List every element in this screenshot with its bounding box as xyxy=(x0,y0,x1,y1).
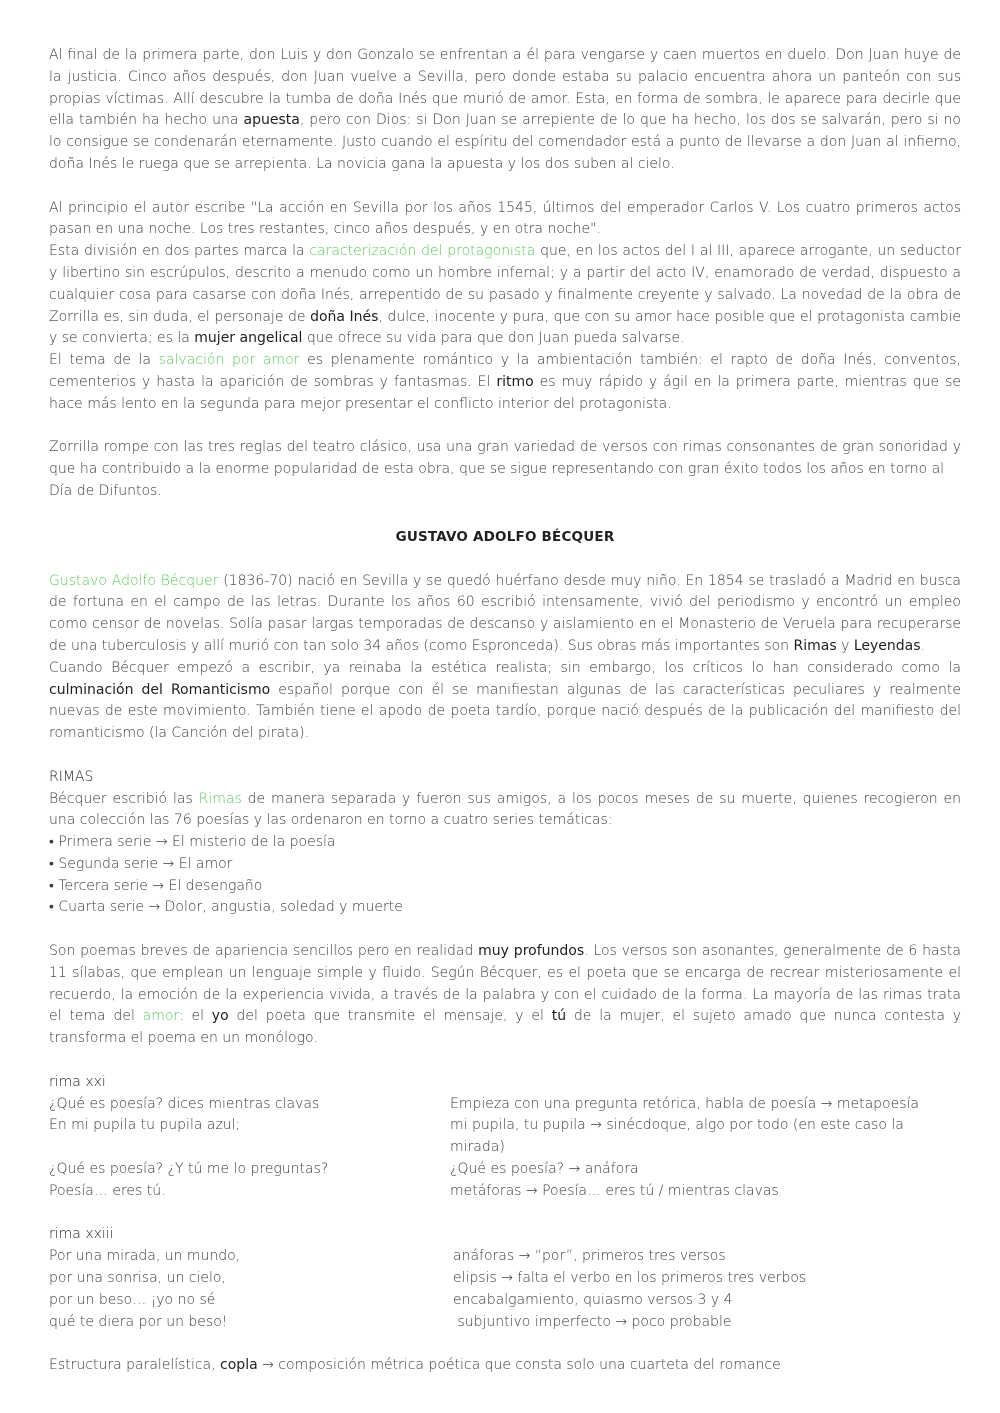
section-title: GUSTAVO ADOLFO BÉCQUER xyxy=(395,528,615,545)
rima-xxi-line xyxy=(49,1094,961,1116)
verse: Poesía… eres tú. xyxy=(49,1182,166,1199)
rima-xxiii-title: rima xxiii xyxy=(49,1226,114,1243)
verse: qué te diera por un beso! xyxy=(49,1313,228,1330)
rima-xxi-line xyxy=(49,1159,961,1181)
paragraph-rimas-analysis: Son poemas breves de apariencia sencillos pero en realidad muy profundos. Los versos son asonantes, generalmente de 6 hasta 11 sílabas, que emplean un lenguaje simple y fluido. Según Bécquer, es el poeta que se encarga de recrear misteriosamente el recuerdo, la emoción de la experiencia vivida, a través de la palabra y con el cuidado de la forma. La mayoría de las rimas trata el tema del amor: el yo del poeta que transmite el mensaje, y el tú de la mujer, el sujeto amado que nunca contesta y transforma el poema en un monólogo. xyxy=(49,943,962,1047)
verse-note: ¿Qué es poesía? → anáfora xyxy=(450,1161,639,1178)
list-item: • Tercera serie → El desengaño xyxy=(49,877,263,894)
highlight-salvacion-por-amor: salvación por amor xyxy=(158,352,300,369)
paragraph-author-note: Al principio el autor escribe "La acción en Sevilla por los años 1545, últimos del emperador Carlos V. Los cuatro primeros actos pasan en una noche. Los tres restantes, cinco años después, y en otra noche". xyxy=(49,199,961,238)
keyword-yo: yo xyxy=(211,1008,229,1025)
keyword-ritmo: ritmo xyxy=(496,373,534,390)
keyword-copla: copla xyxy=(220,1357,258,1374)
keyword-dona-ines: doña Inés xyxy=(310,308,379,325)
paragraph-becquer-romanticism: Cuando Bécquer empezó a escribir, ya reinaba la estética realista; sin embargo, los críticos lo han considerado como la culminación del Romanticismo español porque con él se manifiestan algunas de las características peculiares y realmente nuevas de este movimiento. También tiene el apodo de poeta tardío, porque nació después de la publicación del manifiesto del romanticismo (la Canción del pirata). xyxy=(49,659,961,742)
highlight-amor: amor xyxy=(142,1008,179,1025)
keyword-leyendas: Leyendas xyxy=(853,637,921,654)
verse: ¿Qué es poesía? ¿Y tú me lo preguntas? xyxy=(49,1161,329,1178)
verse: Por una mirada, un mundo, xyxy=(49,1248,241,1265)
paragraph-characterization: Esta división en dos partes marca la caracterización del protagonista que, en los actos del I al III, aparece arrogante, un seductor y libertino sin escrúpulos, descrito a menudo como un hombre infernal; y a partir del acto IV, enamorado de verdad, dispuesto a cualquier cosa para casarse con doña Inés, arrepentido de su pasado y finalmente creyente y salvado. La novedad de la obra de Zorrilla es, sin duda, el personaje de doña Inés, dulce, inocente y pura, que con su amor hace posible que el protagonista cambie y se convierta; es la mujer angelical que ofrece su vida para que don Juan pueda salvarse. xyxy=(49,243,961,347)
verse-note: mi pupila, tu pupila → sinécdoque, algo por todo (en este caso la mirada) xyxy=(450,1117,904,1156)
document-page xyxy=(49,45,961,1377)
paragraph-zorrilla-rules: Zorrilla rompe con las tres reglas del teatro clásico, usa una gran variedad de versos con rimas consonantes de gran sonoridad y que ha contribuido a la enorme popularidad de esta obra, que se sigue representando con gran éxito todos los años en torno al Día de Difuntos. xyxy=(49,439,961,499)
highlight-rimas: Rimas xyxy=(198,790,242,807)
list-item: • Segunda serie → El amor xyxy=(49,855,233,872)
list-item: • Cuarta serie → Dolor, angustia, soledad y muerte xyxy=(49,899,403,916)
verse: En mi pupila tu pupila azul; xyxy=(49,1117,241,1134)
keyword-apuesta: apuesta xyxy=(243,112,300,129)
paragraph-copla: Estructura paralelística, copla → composición métrica poética que consta solo una cuarteta del romance xyxy=(49,1357,781,1374)
highlight-caracterizacion: caracterización del protagonista xyxy=(309,243,536,260)
keyword-muy-profundos: muy profundos xyxy=(478,943,585,960)
paragraph-rimas-intro: Bécquer escribió las Rimas de manera separada y fueron sus amigos, a los pocos meses de su muerte, quienes recogieron en una colección las 76 poesías y las ordenaron en torno a cuatro series temáticas: xyxy=(49,790,962,829)
series-list xyxy=(49,832,961,919)
paragraph-becquer-bio: Gustavo Adolfo Bécquer (1836-70) nació en Sevilla y se quedó huérfano desde muy niño. En 1854 se trasladó a Madrid en busca de fortuna en el campo de las letras. Durante los años 60 escribió intensamente, vivió del periodismo y encontró un empleo como censor de novelas. Solía pasar largas temporadas de descanso y aislamiento en el Monasterio de Veruela para recuperarse de una tuberculosis y allí murió con tan solo 34 años (como Espronceda). Sus obras más importantes son Rimas y Leyendas. xyxy=(49,572,962,654)
rima-xxiii-line xyxy=(49,1246,961,1268)
keyword-mujer-angelical: mujer angelical xyxy=(194,330,303,347)
rima-xxi-title: rima xxi xyxy=(49,1073,106,1090)
keyword-culminacion: culminación del Romanticismo xyxy=(49,681,271,698)
verse: ¿Qué es poesía? dices mientras clavas xyxy=(49,1095,320,1112)
rima-xxiii-line xyxy=(49,1312,961,1334)
verse: por un beso… ¡yo no sé xyxy=(49,1291,216,1308)
verse-note: metáforas → Poesía… eres tú / mientras clavas xyxy=(450,1182,779,1199)
list-item: • Primera serie → El misterio de la poesía xyxy=(49,834,336,851)
verse-note: Empieza con una pregunta retórica, habla de poesía → metapoesía xyxy=(450,1095,919,1112)
verse: por una sonrisa, un cielo, xyxy=(49,1270,226,1287)
keyword-rimas: Rimas xyxy=(793,637,837,654)
rima-xxi-line xyxy=(49,1115,961,1159)
rimas-heading: RIMAS xyxy=(49,768,94,785)
highlight-becquer-name: Gustavo Adolfo Bécquer xyxy=(49,572,219,589)
verse-note: subjuntivo imperfecto → poco probable xyxy=(453,1313,732,1330)
verse-note: encabalgamiento, quiasmo versos 3 y 4 xyxy=(453,1291,733,1308)
keyword-tu: tú xyxy=(551,1008,567,1025)
rima-xxiii-line xyxy=(49,1290,961,1312)
verse-note: elipsis → falta el verbo en los primeros tres verbos xyxy=(453,1270,807,1287)
rima-xxiii-line xyxy=(49,1268,961,1290)
verse-note: anáforas → “por”, primeros tres versos xyxy=(453,1248,726,1265)
paragraph-don-juan-plot: Al final de la primera parte, don Luis y don Gonzalo se enfrentan a él para vengarse y caen muertos en duelo. Don Juan huye de la justicia. Cinco años después, don Juan vuelve a Sevilla, pero donde estaba su palacio encuentra ahora un panteón con sus propias víctimas. Allí descubre la tumba de doña Inés que murió de amor. Esta, en forma de sombra, le aparece para decirle que ella también ha hecho una apuesta, pero con Dios: si Don Juan se arrepiente de lo que ha hecho, los dos se salvarán, pero si no lo consigue se condenarán eternamente. Justo cuando el espíritu del comendador está a punto de llevarse a don Juan al infierno, doña Inés le ruega que se arrepienta. La novicia gana la apuesta y los dos suben al cielo. xyxy=(49,47,961,172)
rima-xxi-line xyxy=(49,1181,961,1203)
paragraph-theme: El tema de la salvación por amor es plenamente romántico y la ambientación también: el rapto de doña Inés, conventos, cementerios y hasta la aparición de sombras y fantasmas. El ritmo es muy rápido y ágil en la primera parte, mientras que se hace más lento en la segunda para mejor presentar el conflicto interior del protagonista. xyxy=(49,352,961,412)
